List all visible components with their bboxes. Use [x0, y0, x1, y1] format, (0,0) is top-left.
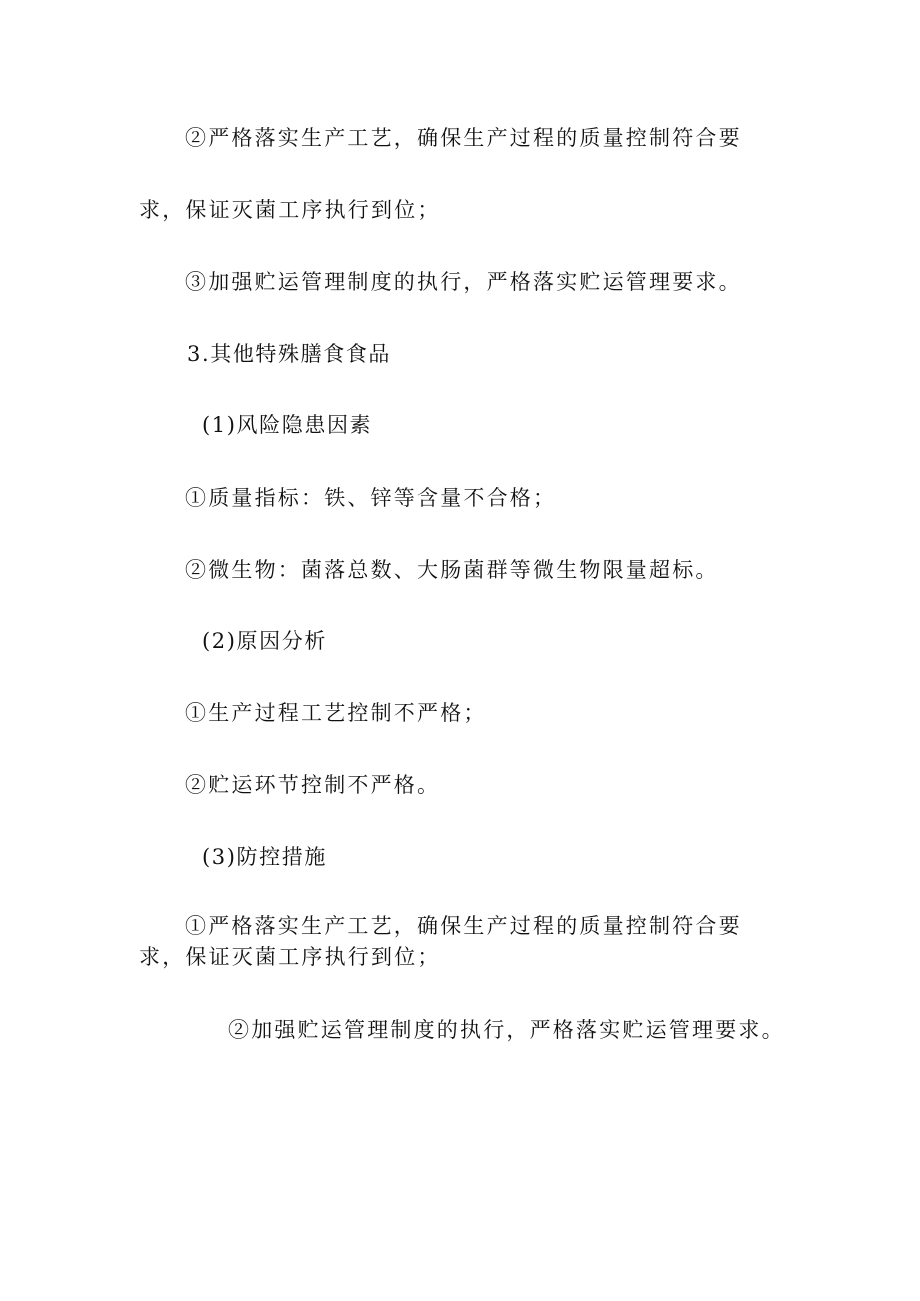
subsection-heading: (1)风险隐患因素 — [202, 413, 373, 437]
subsection-heading: (2)原因分析 — [202, 629, 327, 653]
subsection-heading: (3)防控措施 — [202, 845, 327, 869]
paragraph-line: ①生产过程工艺控制不严格； — [185, 701, 487, 725]
paragraph-line: ②贮运环节控制不严格。 — [185, 773, 441, 797]
paragraph-line: 求，保证灭菌工序执行到位； — [139, 198, 441, 222]
paragraph-line: ②微生物：菌落总数、大肠菌群等微生物限量超标。 — [185, 558, 719, 582]
paragraph-line: ①严格落实生产工艺，确保生产过程的质量控制符合要 — [185, 914, 742, 938]
paragraph-line: ②严格落实生产工艺，确保生产过程的质量控制符合要 — [185, 126, 742, 150]
paragraph-line: ①质量指标：铁、锌等含量不合格； — [185, 486, 557, 510]
paragraph-line: ②加强贮运管理制度的执行，严格落实贮运管理要求。 — [228, 1018, 785, 1042]
paragraph-line: 求，保证灭菌工序执行到位； — [139, 945, 441, 969]
section-heading: 3.其他特殊膳食食品 — [187, 342, 392, 366]
paragraph-line: ③加强贮运管理制度的执行，严格落实贮运管理要求。 — [185, 270, 742, 294]
